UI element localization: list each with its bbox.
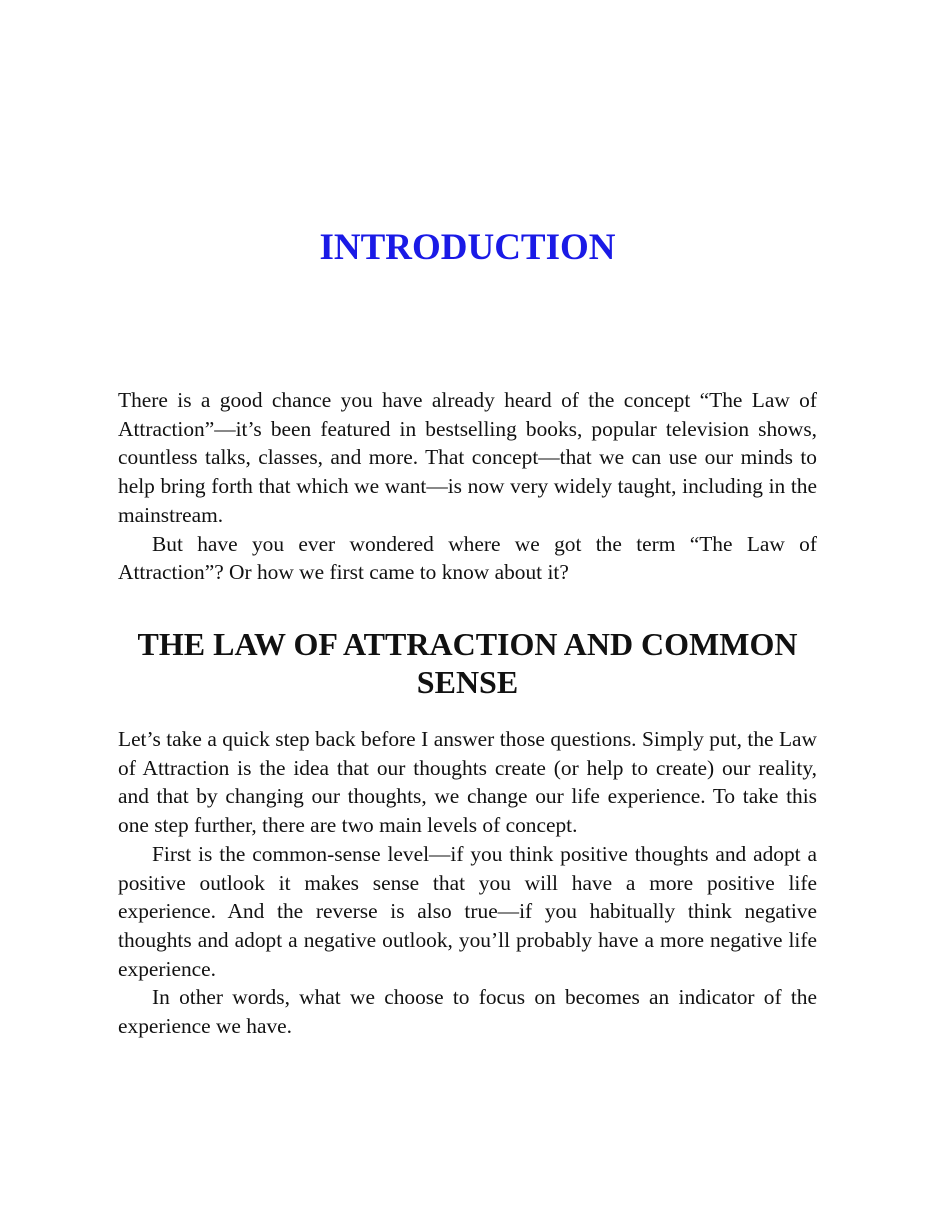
chapter-title: INTRODUCTION [319, 227, 616, 268]
section-paragraph-2: First is the common-sense level—if you think positive thoughts and adopt a positive outlook it makes sense that you will have a more positive life experience. And the reverse is also true—if you habitually think negative thoughts and adopt a negative outlook, you’ll probably have a more negative life experience. [118, 841, 817, 981]
section-heading: THE LAW OF ATTRACTION AND COMMON SENSE [137, 626, 798, 700]
section-body [118, 725, 817, 1041]
section-paragraph-1: Let’s take a quick step back before I answer those questions. Simply put, the Law of Attraction is the idea that our thoughts create (or help to create) our reality, and that by changing our thoughts, we change our life experience. To take this one step further, there are two main levels of concept. [118, 727, 817, 838]
intro-paragraph-2: But have you ever wondered where we got the term “The Law of Attraction”? Or how we first came to know about it? [118, 531, 817, 585]
intro-section [118, 386, 817, 587]
section-paragraph-3: In other words, what we choose to focus on becomes an indicator of the experience we have. [118, 985, 817, 1039]
intro-paragraph-1: There is a good chance you have already heard of the concept “The Law of Attraction”—it’s been featured in bestselling books, popular television shows, countless talks, classes, and more. That concept—that we can use our minds to help bring forth that which we want—is now very widely taught, including in the mainstream. [118, 388, 817, 527]
